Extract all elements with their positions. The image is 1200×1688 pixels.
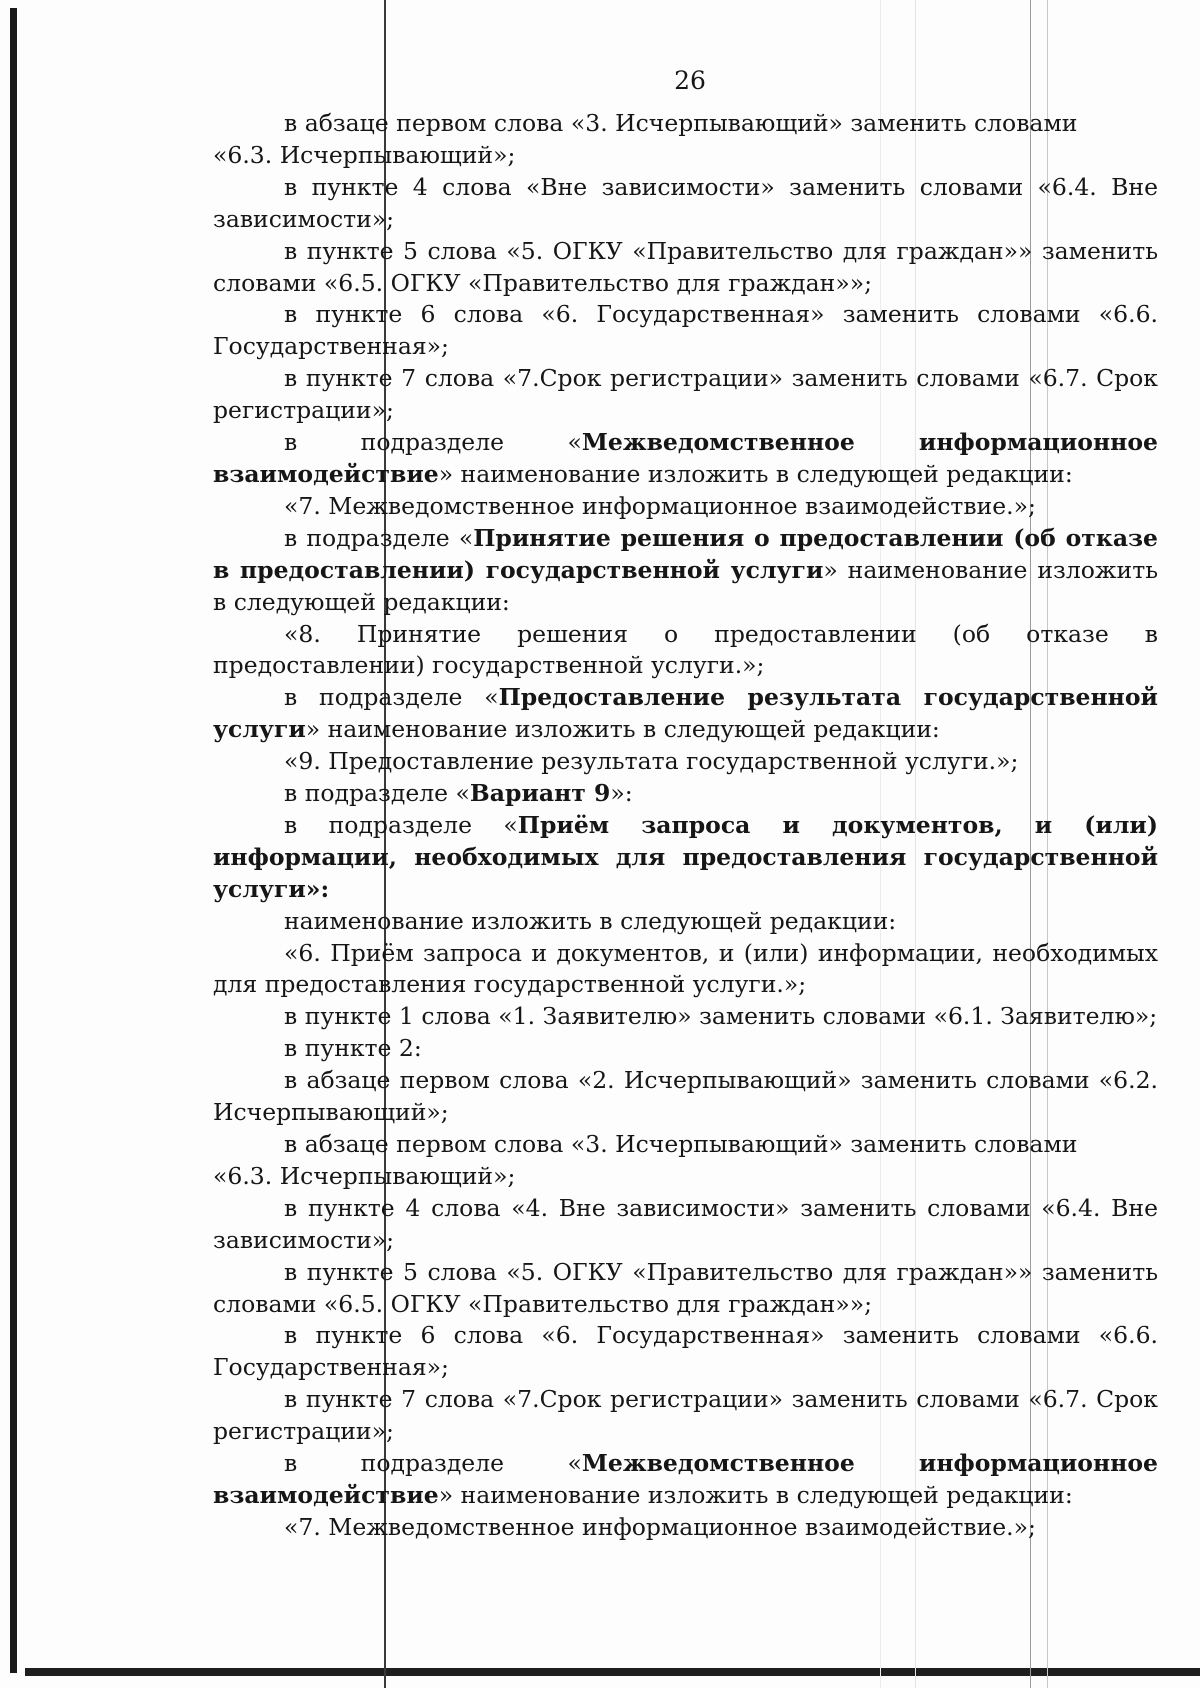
page-number: 26	[674, 66, 706, 95]
bold-heading-ref: Предоставление результата государственной услуги	[213, 683, 1158, 744]
paragraph: в подразделе «Предоставление результата государственной услуги» наименование изложить в следующей редакции:	[213, 683, 1158, 744]
paragraph: в пункте 6 слова «6. Государственная» заменить словами «6.6. Государственная»;	[213, 1321, 1158, 1382]
paragraph: «6.3. Исчерпывающий»;	[213, 140, 516, 169]
paragraph: в абзаце первом слова «3. Исчерпывающий» заменить словами	[284, 109, 1078, 137]
paragraph: «9. Предоставление результата государственной услуги.»;	[284, 747, 1019, 776]
paragraph: в пункте 4 слова «Вне зависимости» заменить словами «6.4. Вне зависимости»;	[213, 172, 1158, 233]
paragraph: в пункте 1 слова «1. Заявителю» заменить словами «6.1. Заявителю»;	[284, 1002, 1158, 1031]
paragraph: в пункте 6 слова «6. Государственная» заменить словами «6.6. Государственная»;	[213, 300, 1158, 361]
paragraph: «6. Приём запроса и документов, и (или) информации, необходимых для предоставления государственной услуги.»;	[213, 938, 1158, 999]
bold-heading-ref: Приём запроса и документов, и (или) информации, необходимых для предоставления государственной услуги»:	[213, 810, 1158, 903]
paragraph: в пункте 7 слова «7.Срок регистрации» заменить словами «6.7. Срок регистрации»;	[213, 364, 1158, 425]
paragraph: в пункте 7 слова «7.Срок регистрации» заменить словами «6.7. Срок регистрации»;	[213, 1385, 1158, 1446]
scan-border-left	[10, 8, 17, 1673]
paragraph: в пункте 5 слова «5. ОГКУ «Правительство для граждан»» заменить словами «6.5. ОГКУ «Правительство для граждан»»;	[213, 236, 1158, 297]
paragraph: «7. Межведомственное информационное взаимодействие.»;	[284, 491, 1036, 520]
paragraph: в пункте 4 слова «4. Вне зависимости» заменить словами «6.4. Вне зависимости»;	[213, 1193, 1158, 1254]
paragraph: «7. Межведомственное информационное взаимодействие.»;	[284, 1512, 1036, 1541]
paragraph: в подразделе «Принятие решения о предоставлении (об отказе в предоставлении) государственной услуги» наименование изложить в следующей редакции:	[213, 523, 1159, 616]
paragraph: в пункте 2:	[284, 1034, 422, 1063]
paragraph: в абзаце первом слова «2. Исчерпывающий» заменить словами «6.2. Исчерпывающий»;	[213, 1066, 1158, 1127]
paragraph: наименование изложить в следующей редакции:	[284, 906, 897, 935]
bold-heading-ref: Принятие решения о предоставлении (об отказе в предоставлении) государственной услуги	[213, 523, 1159, 584]
paragraph: в подразделе «Вариант 9»:	[284, 779, 633, 808]
bold-heading-ref: Межведомственное информационное взаимодействие	[213, 428, 1158, 488]
paragraph: «6.3. Исчерпывающий»;	[213, 1161, 516, 1190]
document-body	[213, 108, 1158, 1544]
paragraph: в подразделе «Межведомственное информационное взаимодействие» наименование изложить в следующей редакции:	[213, 1449, 1158, 1509]
paragraph: «8. Принятие решения о предоставлении (об отказе в предоставлении) государственной услуги.»;	[213, 619, 1158, 680]
paragraph: в подразделе «Приём запроса и документов, и (или) информации, необходимых для предоставления государственной услуги»:	[213, 810, 1158, 903]
paragraph: в подразделе «Межведомственное информационное взаимодействие» наименование изложить в следующей редакции:	[213, 428, 1158, 488]
paragraph: в пункте 5 слова «5. ОГКУ «Правительство для граждан»» заменить словами «6.5. ОГКУ «Правительство для граждан»»;	[213, 1257, 1158, 1318]
paragraph: в абзаце первом слова «3. Исчерпывающий» заменить словами	[284, 1130, 1078, 1158]
scan-border-bottom	[25, 1668, 1200, 1676]
bold-heading-ref: Вариант 9	[469, 779, 611, 808]
bold-heading-ref: Межведомственное информационное взаимодействие	[213, 1449, 1158, 1509]
